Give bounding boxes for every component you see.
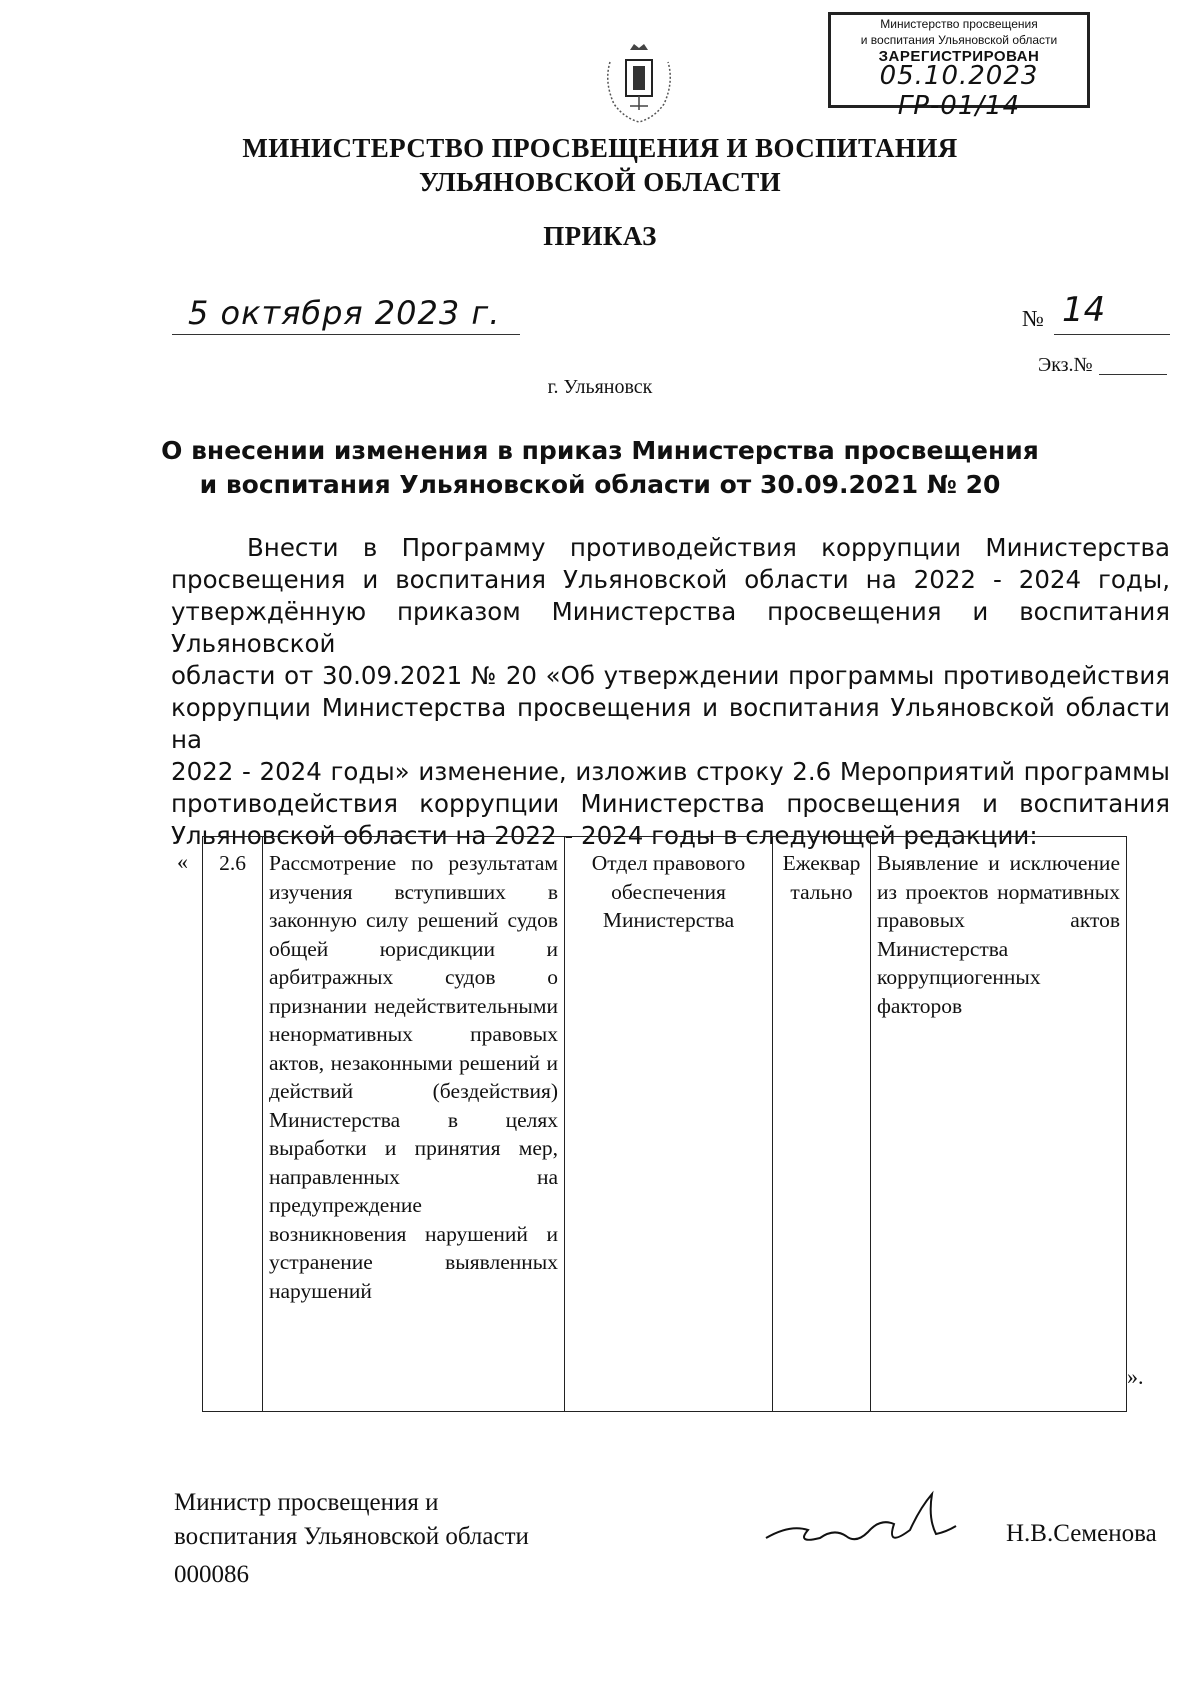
cell-measure: Рассмотрение по результатам изучения вступивших в законную силу решений судов общей юрисдикции и арбитражных судов о признании недействительными ненормативных правовых актов, незаконными решений и действий (бездействия) Министерства в целях выработки и принятия мер, направленных на предупреждение возникновения нарушений и устранение выявленных нарушений xyxy=(263,837,565,1412)
order-number-handwritten: 14 xyxy=(1062,290,1106,330)
table-quote-close: ». xyxy=(1127,1364,1144,1389)
ministry-name-line-2: УЛЬЯНОВСКОЙ ОБЛАСТИ xyxy=(418,167,781,197)
number-underline xyxy=(1054,334,1170,335)
body-line: просвещения и воспитания Ульяновской области на 2022 - 2024 годы, xyxy=(171,565,1170,594)
body-line: области от 30.09.2021 № 20 «Об утверждении программы противодействия xyxy=(171,661,1170,690)
cell-result: Выявление и исключение из проектов нормативных правовых актов Министерства коррупциогенных факторов xyxy=(871,837,1127,1412)
date-underline xyxy=(172,334,520,335)
body-line: 2022 - 2024 годы» изменение, изложив строку 2.6 Мероприятий программы xyxy=(171,757,1170,786)
registration-stamp xyxy=(828,12,1090,121)
order-title-line-2: и воспитания Ульяновской области от 30.09.2021 № 20 xyxy=(199,470,1001,499)
handwritten-signature xyxy=(760,1488,960,1558)
signatory-position xyxy=(174,1486,529,1554)
stamp-line-1: Министерство просвещения xyxy=(880,17,1038,31)
signatory-name: Н.В.Семенова xyxy=(1006,1520,1157,1547)
stamp-line-2: и воспитания Ульяновской области xyxy=(860,33,1058,47)
body-line: коррупции Министерства просвещения и воспитания Ульяновской области на xyxy=(171,693,1170,754)
body-line: утверждённую приказом Министерства просвещения и воспитания Ульяновской xyxy=(171,597,1170,658)
stamp-registration-handwritten: 05.10.2023 ГР-01/14 xyxy=(879,61,1039,121)
body-line: Внести в Программу противодействия коррупции Министерства xyxy=(247,533,1170,562)
body-line: Ульяновской области на 2022 - 2024 годы в следующей редакции: xyxy=(171,821,1038,850)
coat-of-arms-icon xyxy=(600,42,678,124)
order-title-line-1: О внесении изменения в приказ Министерства просвещения xyxy=(161,436,1039,465)
order-number-label: № xyxy=(1022,306,1044,331)
signatory-position-line-2: воспитания Ульяновской области xyxy=(174,1523,529,1550)
order-title xyxy=(0,434,1200,502)
order-date-handwritten: 5 октября 2023 г. xyxy=(188,294,501,332)
cell-responsible: Отдел правового обеспечения Министерства xyxy=(565,837,773,1412)
order-body xyxy=(171,532,1170,852)
copy-number-underline xyxy=(1099,374,1167,375)
table-row xyxy=(203,837,1127,1412)
body-line: противодействия коррупции Министерства просвещения и воспитания xyxy=(171,789,1170,818)
stamp-status: ЗАРЕГИСТРИРОВАН xyxy=(878,48,1040,65)
city: г. Ульяновск xyxy=(547,376,653,398)
document-type: ПРИКАЗ xyxy=(543,221,657,251)
copy-number-label: Экз.№ xyxy=(1038,354,1093,376)
cell-number: 2.6 xyxy=(203,837,263,1412)
signatory-position-line-1: Министр просвещения и xyxy=(174,1489,439,1516)
table-quote-open: « xyxy=(177,849,188,874)
ministry-name-line-1: МИНИСТЕРСТВО ПРОСВЕЩЕНИЯ И ВОСПИТАНИЯ xyxy=(242,133,958,163)
measures-table xyxy=(202,836,1127,1412)
document-reg-number: 000086 xyxy=(174,1561,249,1588)
cell-term: Ежеквартально xyxy=(773,837,871,1412)
